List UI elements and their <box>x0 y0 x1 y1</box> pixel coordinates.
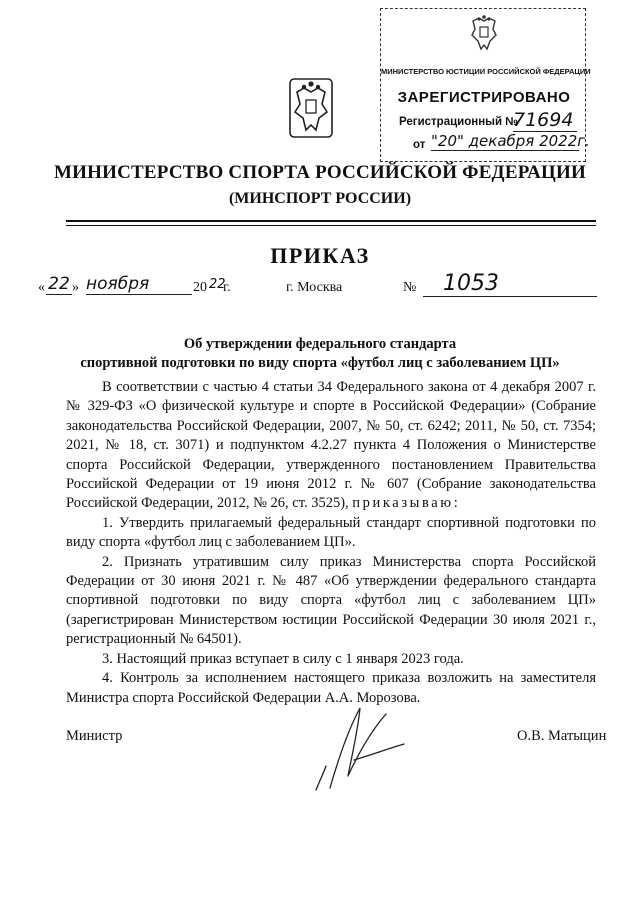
date-quote-close: » <box>72 280 79 295</box>
title-line-2: спортивной подготовки по виду спорта «футбол лиц с заболеванием ЦП» <box>80 355 560 371</box>
header-divider <box>66 220 596 222</box>
date-year-prefix: 20 <box>193 280 207 295</box>
header-divider <box>66 225 596 226</box>
coat-of-arms-icon <box>289 78 333 138</box>
preamble-text: В соответствии с частью 4 статьи 34 Федерального закона от 4 декабря 2007 г. № 329-ФЗ «О физической культуре и спорте в Российской Федерации» (Собрание законодательства Российской Федерации, 2007, № 50, ст. 6242; 2011, № 50, ст. 7354; 2021, № 18, ст. 3071) и подпунктом 4.2.27 пункта 4 Положения о Министерстве спорта Российской Федерации, утвержденного постановлением Правительства Российской Федерации от 19 июня 2012 г. № 607 (Собрание законодательства Российской Федерации, 2012, № 26, ст. 3525), <box>66 379 596 512</box>
stamp-from-date: "20" декабря 2022г. <box>431 132 590 150</box>
date-day: 22 <box>46 274 72 295</box>
clause-2: 2. Признать утратившим силу приказ Министерства спорта Российской Федерации от 30 июня 2021 г. № 487 «Об утверждении федерального стандарта спортивной подготовки по виду спорта «футбол лиц с заболеванием ЦП» (зарегистрирован Министерством юстиции Российской Федерации 30 июля 2021 г., регистрационный № 64501). <box>66 553 596 648</box>
preamble-paragraph <box>66 378 596 514</box>
document-body <box>66 378 596 708</box>
date-year-handwritten: 22 <box>209 277 226 292</box>
stamp-status: ЗАРЕГИСТРИРОВАНО <box>397 89 571 106</box>
date-quote-open: « <box>38 280 45 295</box>
signatory-name: О.В. Матыцин <box>517 728 607 744</box>
document-number: 1053 <box>423 271 597 297</box>
handwritten-signature <box>308 700 408 798</box>
order-word: приказываю: <box>352 495 461 512</box>
document-title <box>0 335 640 373</box>
clause-1: 1. Утвердить прилагаемый федеральный стандарт спортивной подготовки по виду спорта «футбол лиц с заболеванием ЦП». <box>66 514 596 551</box>
number-label: № <box>403 280 417 295</box>
document-type: ПРИКАЗ <box>270 243 370 268</box>
coat-of-arms-icon <box>469 15 499 53</box>
signatory-role: Министр <box>66 728 123 744</box>
stamp-organization: МИНИСТЕРСТВО ЮСТИЦИИ РОССИЙСКОЙ ФЕДЕРАЦИИ <box>381 67 591 76</box>
clause-3: 3. Настоящий приказ вступает в силу с 1 января 2023 года. <box>102 650 464 667</box>
date-month: ноября <box>86 274 192 295</box>
stamp-from-label: от <box>413 139 426 151</box>
stamp-reg-number: 71694 <box>513 109 577 132</box>
document-city: г. Москва <box>286 280 343 295</box>
title-line-1: Об утверждении федерального стандарта <box>183 336 457 352</box>
clause-4: 4. Контроль за исполнением настоящего приказа возложить на заместителя Министра спорта Российской Федерации А.А. Морозова. <box>66 670 596 706</box>
date-year-suffix: г. <box>223 280 231 295</box>
ministry-name: МИНИСТЕРСТВО СПОРТА РОССИЙСКОЙ ФЕДЕРАЦИИ <box>54 162 586 183</box>
ministry-short-name: (МИНСПОРТ РОССИИ) <box>228 190 412 207</box>
stamp-reg-label: Регистрационный № <box>399 116 519 128</box>
registration-stamp <box>380 8 591 162</box>
